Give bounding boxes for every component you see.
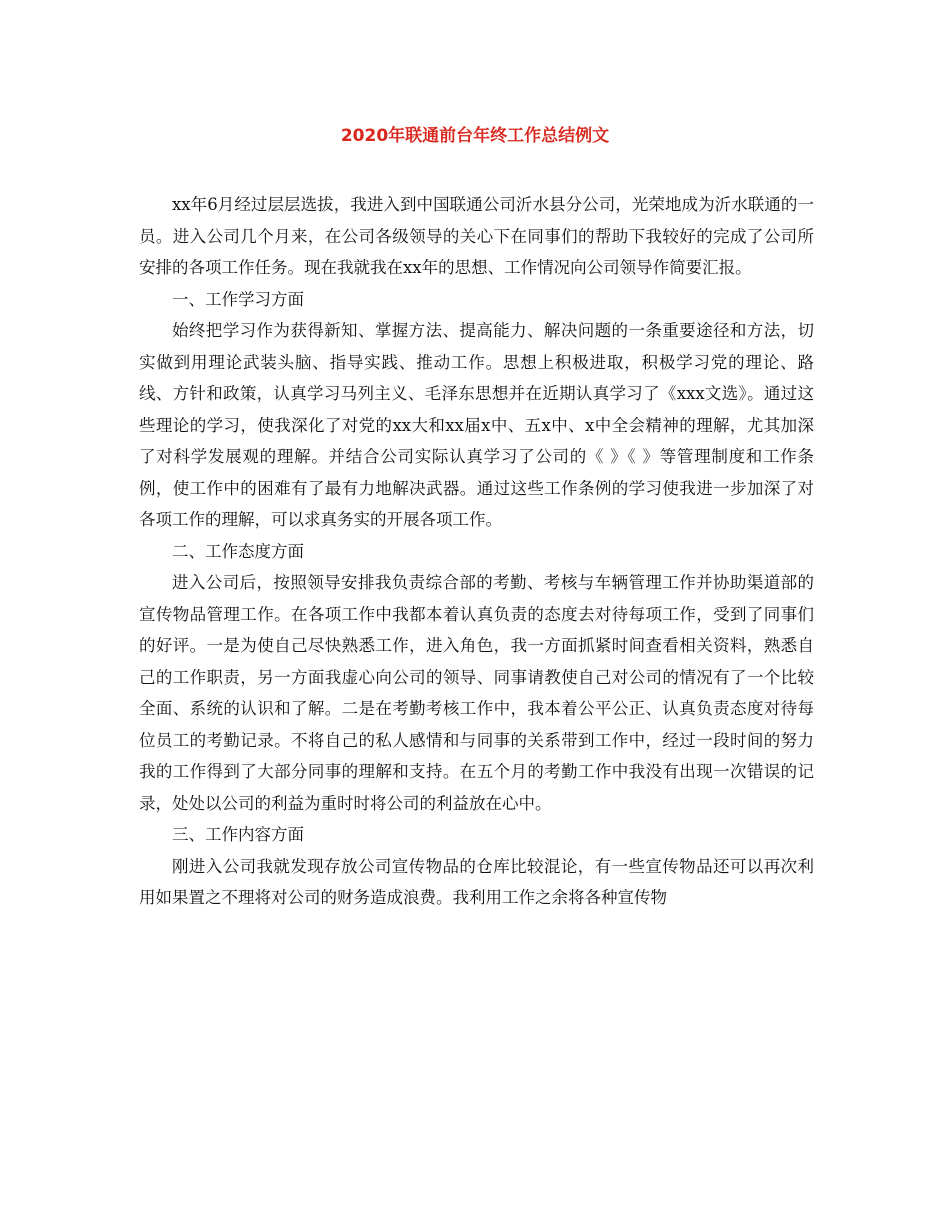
paragraph-attitude: 进入公司后，按照领导安排我负责综合部的考勤、考核与车辆管理工作并协助渠道部的宣传物品管理工作。在各项工作中我都本着认真负责的态度去对待每项工作，受到了同事们的好评。一是为使自己尽快熟悉工作，进入角色，我一方面抓紧时间查看相关资料，熟悉自己的工作职责，另一方面我虚心向公司的领导、同事请教使自己对公司的情况有了一个比较全面、系统的认识和了解。二是在考勤考核工作中，我本着公平公正、认真负责态度对待每位员工的考勤记录。不将自己的私人感情和与同事的关系带到工作中，经过一段时间的努力我的工作得到了大部分同事的理解和支持。在五个月的考勤工作中我没有出现一次错误的记录，处处以公司的利益为重时时将公司的利益放在心中。 [139,573,814,813]
paragraph-intro: xx年6月经过层层选拔，我进入到中国联通公司沂水县分公司，光荣地成为沂水联通的一员。进入公司几个月来，在公司各级领导的关心下在同事们的帮助下我较好的完成了公司所安排的各项工作任务。现在我就我在xx年的思想、工作情况向公司领导作简要汇报。 [139,195,814,277]
section-heading-content: 三、工作内容方面 [172,825,304,844]
paragraph-study: 始终把学习作为获得新知、掌握方法、提高能力、解决问题的一条重要途径和方法，切实做到用理论武装头脑、指导实践、推动工作。思想上积极进取，积极学习党的理论、路线、方针和政策，认真学习马列主义、毛泽东思想并在近期认真学习了《xxx文选》。通过这些理论的学习，使我深化了对党的xx大和xx届x中、五x中、x中全会精神的理解，尤其加深了对科学发展观的理解。并结合公司实际认真学习了公司的《 》《 》等管理制度和工作条例，使工作中的困难有了最有力地解决武器。通过这些工作条例的学习使我进一步加深了对各项工作的理解，可以求真务实的开展各项工作。 [139,321,814,529]
document-body [139,189,814,914]
paragraph-content: 刚进入公司我就发现存放公司宣传物品的仓库比较混论，有一些宣传物品还可以再次利用如果置之不理将对公司的财务造成浪费。我利用工作之余将各种宣传物 [139,856,814,907]
section-heading-study: 一、工作学习方面 [172,289,304,309]
document-title: 2020年联通前台年终工作总结例文 [340,126,610,146]
section-heading-attitude: 二、工作态度方面 [172,541,304,561]
